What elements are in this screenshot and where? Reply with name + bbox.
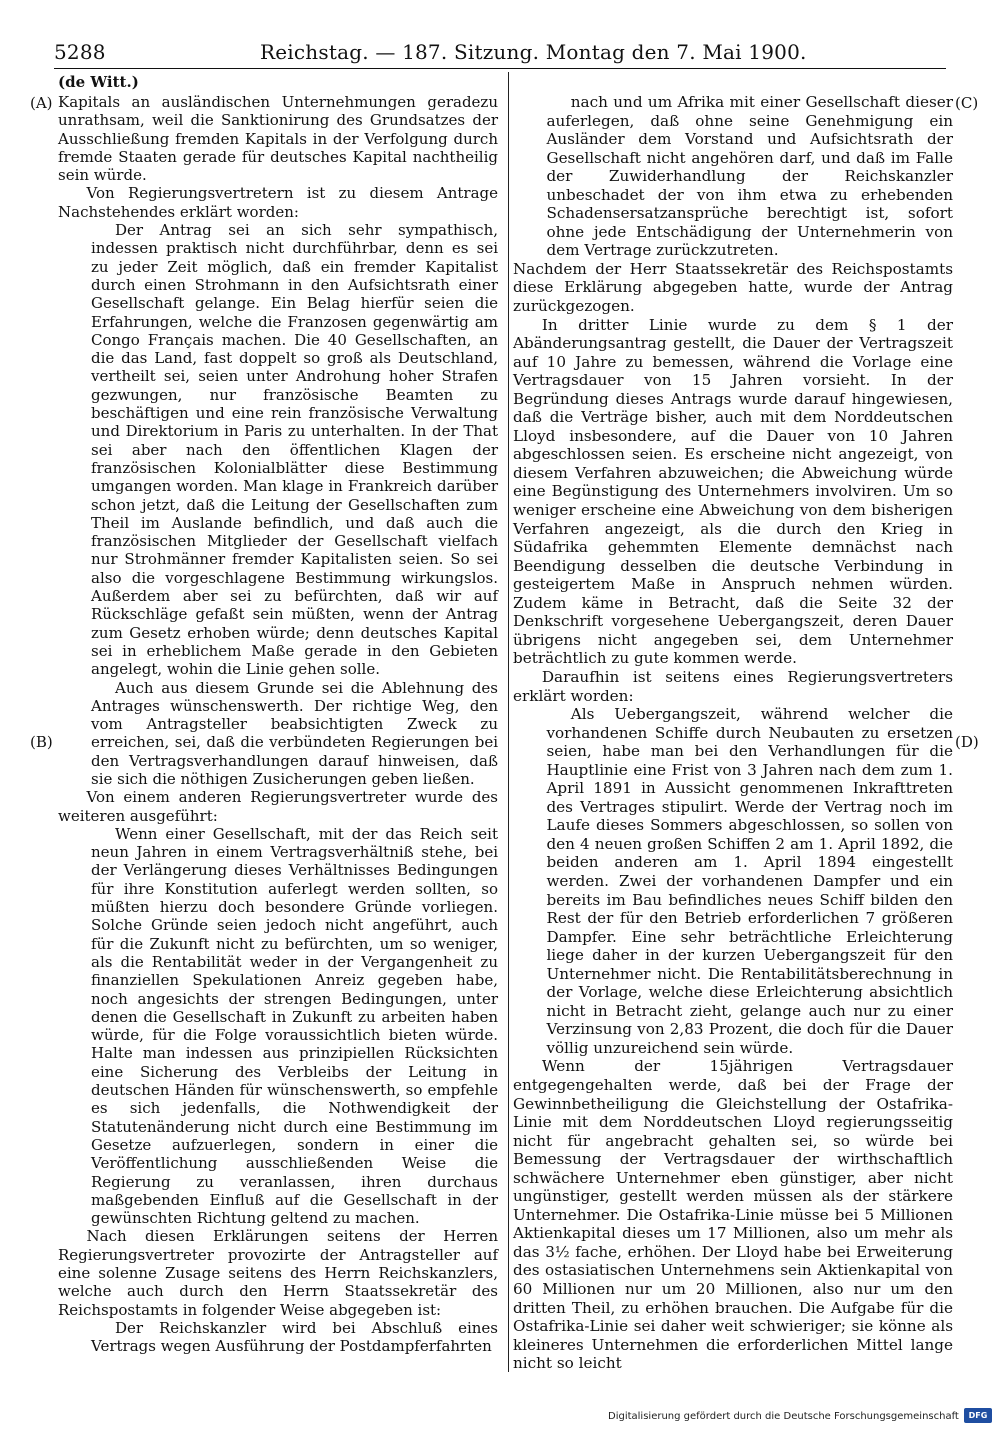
dfg-logo-text: DFG bbox=[968, 1411, 988, 1420]
left-column bbox=[58, 93, 498, 1355]
paragraph: Von einem anderen Regierungsvertreter wurde des weiteren ausgeführt: bbox=[58, 788, 498, 825]
margin-mark-c: (C) bbox=[955, 94, 979, 112]
paragraph: Nach diesen Erklärungen seitens der Herren Regierungsvertreter provozirte der Antragsteller auf eine solenne Zusage seitens des Herrn Reichskanzlers, welche auch durch den Herrn Staatssekretär des Reichspostamts in folgender Weise abgegeben ist: bbox=[58, 1227, 498, 1319]
dfg-logo-icon bbox=[964, 1408, 992, 1423]
paragraph: Von Regierungsvertretern ist zu diesem Antrage Nachstehendes erklärt worden: bbox=[58, 184, 498, 221]
page-header bbox=[54, 40, 946, 70]
paragraph: In dritter Linie wurde zu dem § 1 der Abänderungsantrag gestellt, die Dauer der Vertragszeit auf 10 Jahre zu bemessen, während die Vorlage eine Vertragsdauer von 15 Jahren vorsieht. In der Begründung dieses Antrags wurde darauf hingewiesen, daß die Verträge bisher, auch mit dem Norddeutschen Lloyd insbesondere, auf die Dauer von 10 Jahren abgeschlossen seien. Es erscheine nicht angezeigt, von diesem Verfahren abzuweichen; die Abweichung würde eine Begünstigung des Unternehmers involviren. Um so weniger erscheine eine Abweichung von dem bisherigen Verfahren angezeigt, als die durch den Krieg in Südafrika gehemmten Elemente demnächst nach Beendigung desselben die deutsche Verbindung in gesteigertem Maße in Anspruch nehmen würden. Zudem käme in Betracht, daß die Seite 32 der Denkschrift vorgesehene Uebergangszeit, deren Dauer übrigens nicht angegeben sei, dem Unternehmer beträchtlich zu gute kommen werde. bbox=[513, 315, 953, 668]
right-column bbox=[513, 93, 953, 1373]
paragraph: Kapitals an ausländischen Unternehmungen geradezu unrathsam, weil die Sanktionirung des Grundsatzes der Ausschließung fremden Kapitals in der Verfolgung durch fremde Staaten gerade für deutsches Kapital nachtheilig sein würde. bbox=[58, 93, 498, 185]
quoted-paragraph: Der Reichskanzler wird bei Abschluß eines Vertrags wegen Ausführung der Postdampferfahrten bbox=[91, 1318, 498, 1356]
footer-credit: Digitalisierung gefördert durch die Deutsche Forschungsgemeinschaft bbox=[608, 1411, 959, 1422]
quoted-paragraph: nach und um Afrika mit einer Gesellschaft dieser auferlegen, daß ohne seine Genehmigung ein Ausländer dem Vorstand und Aufsichtsrath der Gesellschaft nicht angehören darf, und daß im Falle der Zuwiderhandlung der Reichskanzler unbeschadet der von ihm etwa zu erhebenden Schadensersatzansprüche berechtigt ist, sofort ohne jede Entschädigung der Unternehmerin von dem Vertrage zurückzutreten. bbox=[546, 93, 953, 260]
column-divider bbox=[508, 72, 509, 1372]
speaker-name: (de Witt.) bbox=[58, 73, 139, 91]
margin-mark-b: (B) bbox=[30, 733, 53, 751]
page-number: 5288 bbox=[54, 40, 106, 64]
paragraph: Nachdem der Herr Staatssekretär des Reichspostamts diese Erklärung abgegeben hatte, wurde der Antrag zurückgezogen. bbox=[513, 259, 953, 316]
running-title: Reichstag. — 187. Sitzung. Montag den 7. Mai 1900. bbox=[260, 40, 807, 64]
header-rule bbox=[54, 68, 946, 69]
quoted-paragraph: Der Antrag sei an sich sehr sympathisch, indessen praktisch nicht durchführbar, denn es sei zu jeder Zeit möglich, daß ein fremder Kapitalist durch einen Strohmann in den Aufsichtsrath einer Gesellschaft gelange. Ein Belag hierfür seien die Erfahrungen, welche die Franzosen gegenwärtig am Congo Français machen. Die 40 Gesellschaften, an die das Land, fast doppelt so groß als Deutschland, vertheilt sei, seien unter Androhung hoher Strafen gezwungen, nur französische Beamten zu beschäftigen und eine rein französische Verwaltung und Direktorium in Paris zu unterhalten. In der That sei aber nach den öffentlichen Klagen der französischen Kolonialblätter diese Bestimmung umgangen worden. Man klage in Frankreich darüber schon jetzt, daß die Leitung der Gesellschaften zum Theil im Auslande befindlich, und daß auch die französischen Mitglieder der Gesellschaft vielfach nur Strohmänner fremder Kapitalisten seien. So sei also die vorgeschlagene Bestimmung wirkungslos. Außerdem aber sei zu befürchten, daß wir auf Rückschläge gefaßt sein müßten, wenn der Antrag zum Gesetz erhoben würde; denn deutsches Kapital sei in erheblichem Maße gerade in den Gebieten angelegt, wohin die Linie gehen solle. bbox=[91, 221, 498, 679]
paragraph: Wenn der 15jährigen Vertragsdauer entgegengehalten werde, daß bei der Frage der Gewinnbetheiligung die Gleichstellung der Ostafrika-Linie mit dem Norddeutschen Lloyd regierungsseitig nicht für angebracht gehalten sei, so würde bei Bemessung der Vertragsdauer der wirthschaftlich schwächere Unternehmer eben günstiger, aber nicht ungünstiger, gestellt werden müssen als der stärkere Unternehmer. Die Ostafrika-Linie müsse bei 5 Millionen Aktienkapital dieses um 17 Millionen, also um mehr als das 3½ fache, erhöhen. Der Lloyd habe bei Erweiterung des ostasiatischen Unternehmens sein Aktienkapital von 60 Millionen nur um 20 Millionen, also nur um den dritten Theil, zu erhöhen brauchen. Die Aufgabe für die Ostafrika-Linie sei daher weit schwieriger; sie könne als kleineres Unternehmen die erforderlichen Mittel lange nicht so leicht bbox=[513, 1057, 953, 1373]
quoted-paragraph: Auch aus diesem Grunde sei die Ablehnung des Antrages wünschenswerth. Der richtige Weg, den vom Antragsteller beabsichtigten Zweck zu erreichen, sei, daß die verbündeten Regierungen bei den Vertragsverhandlungen darauf hinweisen, daß sie sich die nöthigen Zusicherungen geben ließen. bbox=[91, 678, 498, 788]
quoted-paragraph: Wenn einer Gesellschaft, mit der das Reich seit neun Jahren in einem Vertragsverhältniß stehe, bei der Verlängerung dieses Verhältnisses Bedingungen für ihre Konstitution auferlegt werden sollten, so müßten hierzu doch besondere Gründe vorliegen. Solche Gründe seien jedoch nicht angeführt, auch für die Zukunft nicht zu befürchten, um so weniger, als die Rentabilität weder in der Vergangenheit zu finanziellen Spekulationen Anreiz gegeben habe, noch angesichts der strengen Bedingungen, unter denen die Gesellschaft in Zukunft zu arbeiten haben würde, für die Folge voraussichtlich bieten würde. Halte man indessen aus prinzipiellen Rücksichten eine Sicherung des Verbleibs der Leitung in deutschen Händen für wünschenswerth, so empfehle es sich jedenfalls, die Nothwendigkeit der Statutenänderung nicht durch eine Bestimmung im Gesetze aufzuerlegen, sondern in einer die Veröffentlichung ausschließenden Weise die Regierung zu veranlassen, ihren durchaus maßgebenden Einfluß auf die Gesellschaft in der gewünschten Richtung geltend zu machen. bbox=[91, 824, 498, 1228]
paragraph: Daraufhin ist seitens eines Regierungsvertreters erklärt worden: bbox=[513, 667, 953, 705]
margin-mark-a: (A) bbox=[30, 94, 53, 112]
margin-mark-d: (D) bbox=[955, 733, 979, 751]
quoted-paragraph: Als Uebergangszeit, während welcher die vorhandenen Schiffe durch Neubauten zu ersetzen seien, habe man bei den Verhandlungen für die Hauptlinie eine Frist von 3 Jahren nach dem zum 1. April 1891 in Aussicht genommenen Inkrafttreten des Vertrages stipulirt. Werde der Vertrag noch im Laufe dieses Sommers abgeschlossen, so sollen von den 4 neuen großen Schiffen 2 am 1. April 1892, die beiden anderen am 1. April 1894 eingestellt werden. Zwei der vorhandenen Dampfer und ein bereits im Bau befindliches neues Schiff bilden den Rest der für den Betrieb erforderlichen 7 größeren Dampfer. Eine sehr beträchtliche Erleichterung liege daher in der kurzen Uebergangszeit für den Unternehmer nicht. Die Rentabilitätsberechnung in der Vorlage, welche diese Erleichterung absichtlich nicht in Betracht zieht, gelange auch nur zu einer Verzinsung von 2,83 Prozent, die doch für die Dauer völlig unzureichend sein würde. bbox=[546, 705, 953, 1057]
